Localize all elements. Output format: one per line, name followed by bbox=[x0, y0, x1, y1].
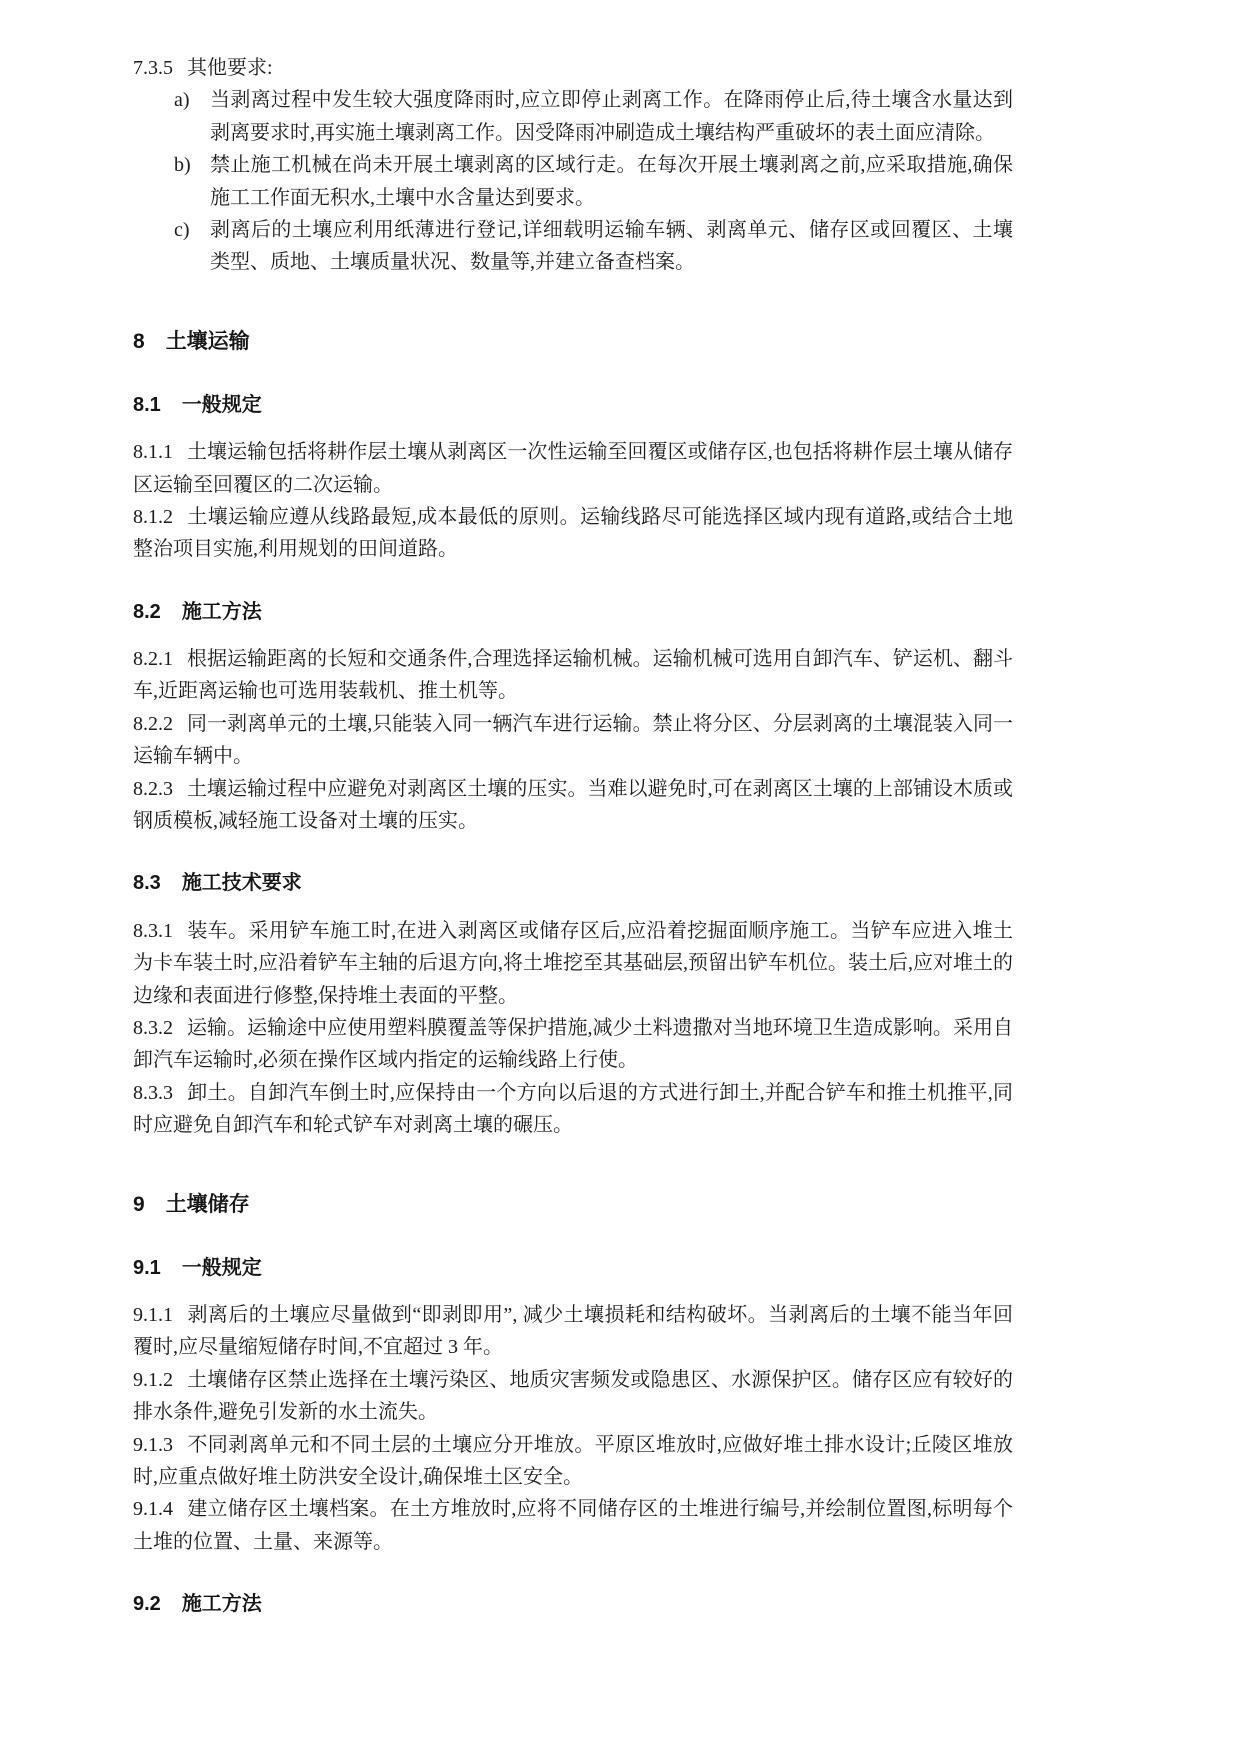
list-item-marker: a) bbox=[174, 89, 190, 112]
heading-title: 施工方法 bbox=[181, 1593, 262, 1616]
clause-text: 土壤运输应遵从线路最短,成本最低的原则。运输线路尽可能选择区域内现有道路,或结合土地整治项目实施,利用规划的田间道路。 bbox=[133, 505, 1013, 561]
clause-number: 8.2.2 bbox=[133, 712, 173, 735]
clause-text: 同一剥离单元的土壤,只能装入同一辆汽车进行运输。禁止将分区、分层剥离的土壤混装入同一运输车辆中。 bbox=[133, 712, 1013, 768]
heading-number: 9 bbox=[133, 1192, 145, 1216]
clause-paragraph bbox=[133, 436, 1013, 501]
clause-number: 8.3.2 bbox=[133, 1017, 173, 1039]
clause-text: 土壤运输过程中应避免对剥离区土壤的压实。当难以避免时,可在剥离区土壤的上部铺设木质或钢质模板,减轻施工设备对土壤的压实。 bbox=[133, 777, 1013, 833]
heading-number: 9.2 bbox=[133, 1593, 161, 1616]
clause-text: 装车。采用铲车施工时,在进入剥离区或储存区后,应沿着挖掘面顺序施工。当铲车应进入堆土为卡车装土时,应沿着铲车主轴的后退方向,将土堆挖至其基础层,预留出铲车机位。装土后,应对堆土的边缘和表面进行修整,保持堆土表面的平整。 bbox=[133, 919, 1013, 1007]
clause-paragraph bbox=[133, 1493, 1013, 1558]
clause-number: 9.1.4 bbox=[133, 1498, 173, 1521]
heading-title: 一般规定 bbox=[181, 1256, 262, 1279]
clause-paragraph bbox=[133, 1364, 1013, 1429]
clause-number: 8.1.2 bbox=[133, 505, 173, 528]
list-item-marker: b) bbox=[174, 154, 191, 177]
heading-title: 土壤运输 bbox=[165, 329, 250, 353]
clause-paragraph bbox=[133, 708, 1013, 773]
clause-text: 建立储存区土壤档案。在土方堆放时,应将不同储存区的土堆进行编号,并绘制位置图,标明每个土堆的位置、土量、来源等。 bbox=[133, 1498, 1013, 1553]
heading-number: 8 bbox=[133, 329, 145, 353]
list-item bbox=[174, 149, 1013, 214]
section-heading bbox=[133, 389, 1013, 421]
heading-title: 施工方法 bbox=[181, 600, 262, 623]
chapter-heading bbox=[133, 325, 1013, 359]
section-heading bbox=[133, 596, 1013, 628]
list-item-text: 剥离后的土壤应利用纸薄进行登记,详细载明运输车辆、剥离单元、储存区或回覆区、土壤类型、质地、土壤质量状况、数量等,并建立备查档案。 bbox=[210, 218, 1013, 274]
clause-text: 土壤运输包括将耕作层土壤从剥离区一次性运输至回覆区或储存区,也包括将耕作层土壤从储存区运输至回覆区的二次运输。 bbox=[133, 441, 1013, 496]
clause-paragraph bbox=[133, 52, 1013, 84]
clause-number: 8.3.1 bbox=[133, 919, 173, 942]
clause-number: 7.3.5 bbox=[133, 57, 173, 79]
clause-number: 8.3.3 bbox=[133, 1081, 173, 1104]
section-heading bbox=[133, 1588, 1013, 1620]
heading-title: 土壤储存 bbox=[165, 1192, 250, 1216]
clause-text: 根据运输距离的长短和交通条件,合理选择运输机械。运输机械可选用自卸汽车、铲运机、翻斗车,近距离运输也可选用装载机、推土机等。 bbox=[133, 648, 1013, 703]
list-item-text: 当剥离过程中发生较大强度降雨时,应立即停止剥离工作。在降雨停止后,待土壤含水量达到剥离要求时,再实施土壤剥离工作。因受降雨冲刷造成土壤结构严重破坏的表土面应清除。 bbox=[210, 89, 1013, 144]
clause-text: 卸土。自卸汽车倒土时,应保持由一个方向以后退的方式进行卸土,并配合铲车和推土机推平,同时应避免自卸汽车和轮式铲车对剥离土壤的碾压。 bbox=[133, 1081, 1013, 1137]
clause-paragraph bbox=[133, 643, 1013, 708]
section-heading bbox=[133, 867, 1013, 899]
clause-text: 其他要求: bbox=[187, 57, 273, 79]
clause-number: 8.1.1 bbox=[133, 441, 173, 464]
list-item bbox=[174, 214, 1013, 279]
list-item bbox=[174, 84, 1013, 149]
heading-number: 9.1 bbox=[133, 1256, 161, 1279]
heading-number: 8.3 bbox=[133, 872, 161, 895]
clause-paragraph bbox=[133, 1429, 1013, 1494]
clause-paragraph bbox=[133, 915, 1013, 1012]
clause-text: 土壤储存区禁止选择在土壤污染区、地质灾害频发或隐患区、水源保护区。储存区应有较好的排水条件,避免引发新的水土流失。 bbox=[133, 1368, 1013, 1424]
clause-text: 运输。运输途中应使用塑料膜覆盖等保护措施,减少土料遗撒对当地环境卫生造成影响。采用自卸汽车运输时,必须在操作区域内指定的运输线路上行使。 bbox=[133, 1017, 1013, 1072]
heading-title: 施工技术要求 bbox=[181, 872, 302, 895]
clause-paragraph bbox=[133, 501, 1013, 566]
section-heading bbox=[133, 1252, 1013, 1284]
clause-number: 9.1.2 bbox=[133, 1368, 173, 1391]
heading-number: 8.1 bbox=[133, 393, 161, 416]
clause-text: 不同剥离单元和不同土层的土壤应分开堆放。平原区堆放时,应做好堆土排水设计;丘陵区堆放时,应重点做好堆土防洪安全设计,确保堆土区安全。 bbox=[133, 1433, 1013, 1488]
clause-number: 9.1.1 bbox=[133, 1303, 173, 1326]
clause-number: 9.1.3 bbox=[133, 1433, 173, 1456]
list-item-marker: c) bbox=[174, 218, 190, 241]
clause-text: 剥离后的土壤应尽量做到“即剥即用”, 减少土壤损耗和结构破坏。当剥离后的土壤不能当年回覆时,应尽量缩短储存时间,不宜超过 3 年。 bbox=[133, 1303, 1013, 1359]
clause-paragraph bbox=[133, 773, 1013, 838]
document-content bbox=[133, 52, 1013, 1620]
chapter-heading bbox=[133, 1188, 1013, 1222]
clause-paragraph bbox=[133, 1299, 1013, 1364]
list-item-text: 禁止施工机械在尚未开展土壤剥离的区域行走。在每次开展土壤剥离之前,应采取措施,确保施工工作面无积水,土壤中水含量达到要求。 bbox=[210, 154, 1013, 209]
clause-number: 8.2.3 bbox=[133, 777, 173, 800]
clause-paragraph bbox=[133, 1077, 1013, 1142]
clause-paragraph bbox=[133, 1012, 1013, 1077]
heading-title: 一般规定 bbox=[181, 393, 262, 416]
heading-number: 8.2 bbox=[133, 600, 161, 623]
clause-number: 8.2.1 bbox=[133, 648, 173, 671]
